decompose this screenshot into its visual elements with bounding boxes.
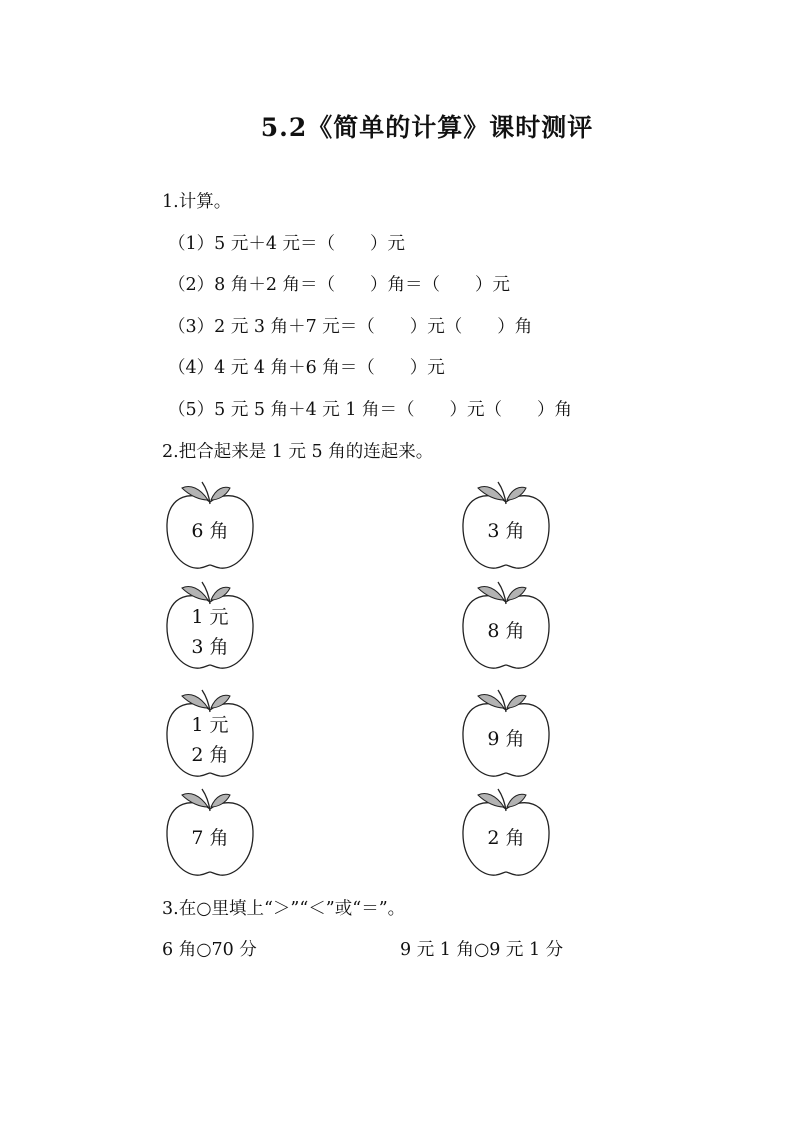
q3-heading: 3.在○里填上“＞”“＜”或“＝”。: [162, 899, 406, 919]
apple-left-2[interactable]: [164, 578, 256, 678]
apple-label-line-2: 2 角: [191, 744, 229, 766]
q2-heading: 2.把合起来是 1 元 5 角的连起来。: [162, 442, 434, 462]
apple-left-1[interactable]: [164, 478, 256, 578]
q1-item-3: （3）2 元 3 角＋7 元＝（ ）元（ ）角: [168, 317, 533, 337]
q1-item-5: （5）5 元 5 角＋4 元 1 角＝（ ）元（ ）角: [168, 400, 573, 420]
apple-right-4[interactable]: [460, 785, 552, 885]
apple-right-3[interactable]: [460, 686, 552, 786]
apple-label: 3 角: [487, 520, 525, 542]
q1-item-2: （2）8 角＋2 角＝（ ）角＝（ ）元: [168, 275, 511, 295]
apple-label-line-2: 3 角: [191, 636, 229, 658]
q1-item-1: （1）5 元＋4 元＝（ ）元: [168, 234, 406, 254]
page-title: 5.2《简单的计算》课时测评: [260, 113, 594, 142]
q1-item-4: （4）4 元 4 角＋6 角＝（ ）元: [168, 358, 445, 378]
apple-label: 8 角: [487, 620, 525, 642]
apple-label-line-1: 1 元: [191, 714, 229, 736]
apple-right-1[interactable]: [460, 478, 552, 578]
q3-item-1: 6 角○70 分: [162, 940, 257, 960]
apple-label: 7 角: [191, 827, 229, 849]
apple-label: 2 角: [487, 827, 525, 849]
q3-item-2: 9 元 1 角○9 元 1 分: [400, 940, 564, 960]
apple-right-2[interactable]: [460, 578, 552, 678]
apple-left-4[interactable]: [164, 785, 256, 885]
apple-label: 9 角: [487, 728, 525, 750]
apple-label-line-1: 1 元: [191, 606, 229, 628]
apple-label: 6 角: [191, 520, 229, 542]
apple-left-3[interactable]: [164, 686, 256, 786]
q1-heading: 1.计算。: [162, 192, 232, 212]
